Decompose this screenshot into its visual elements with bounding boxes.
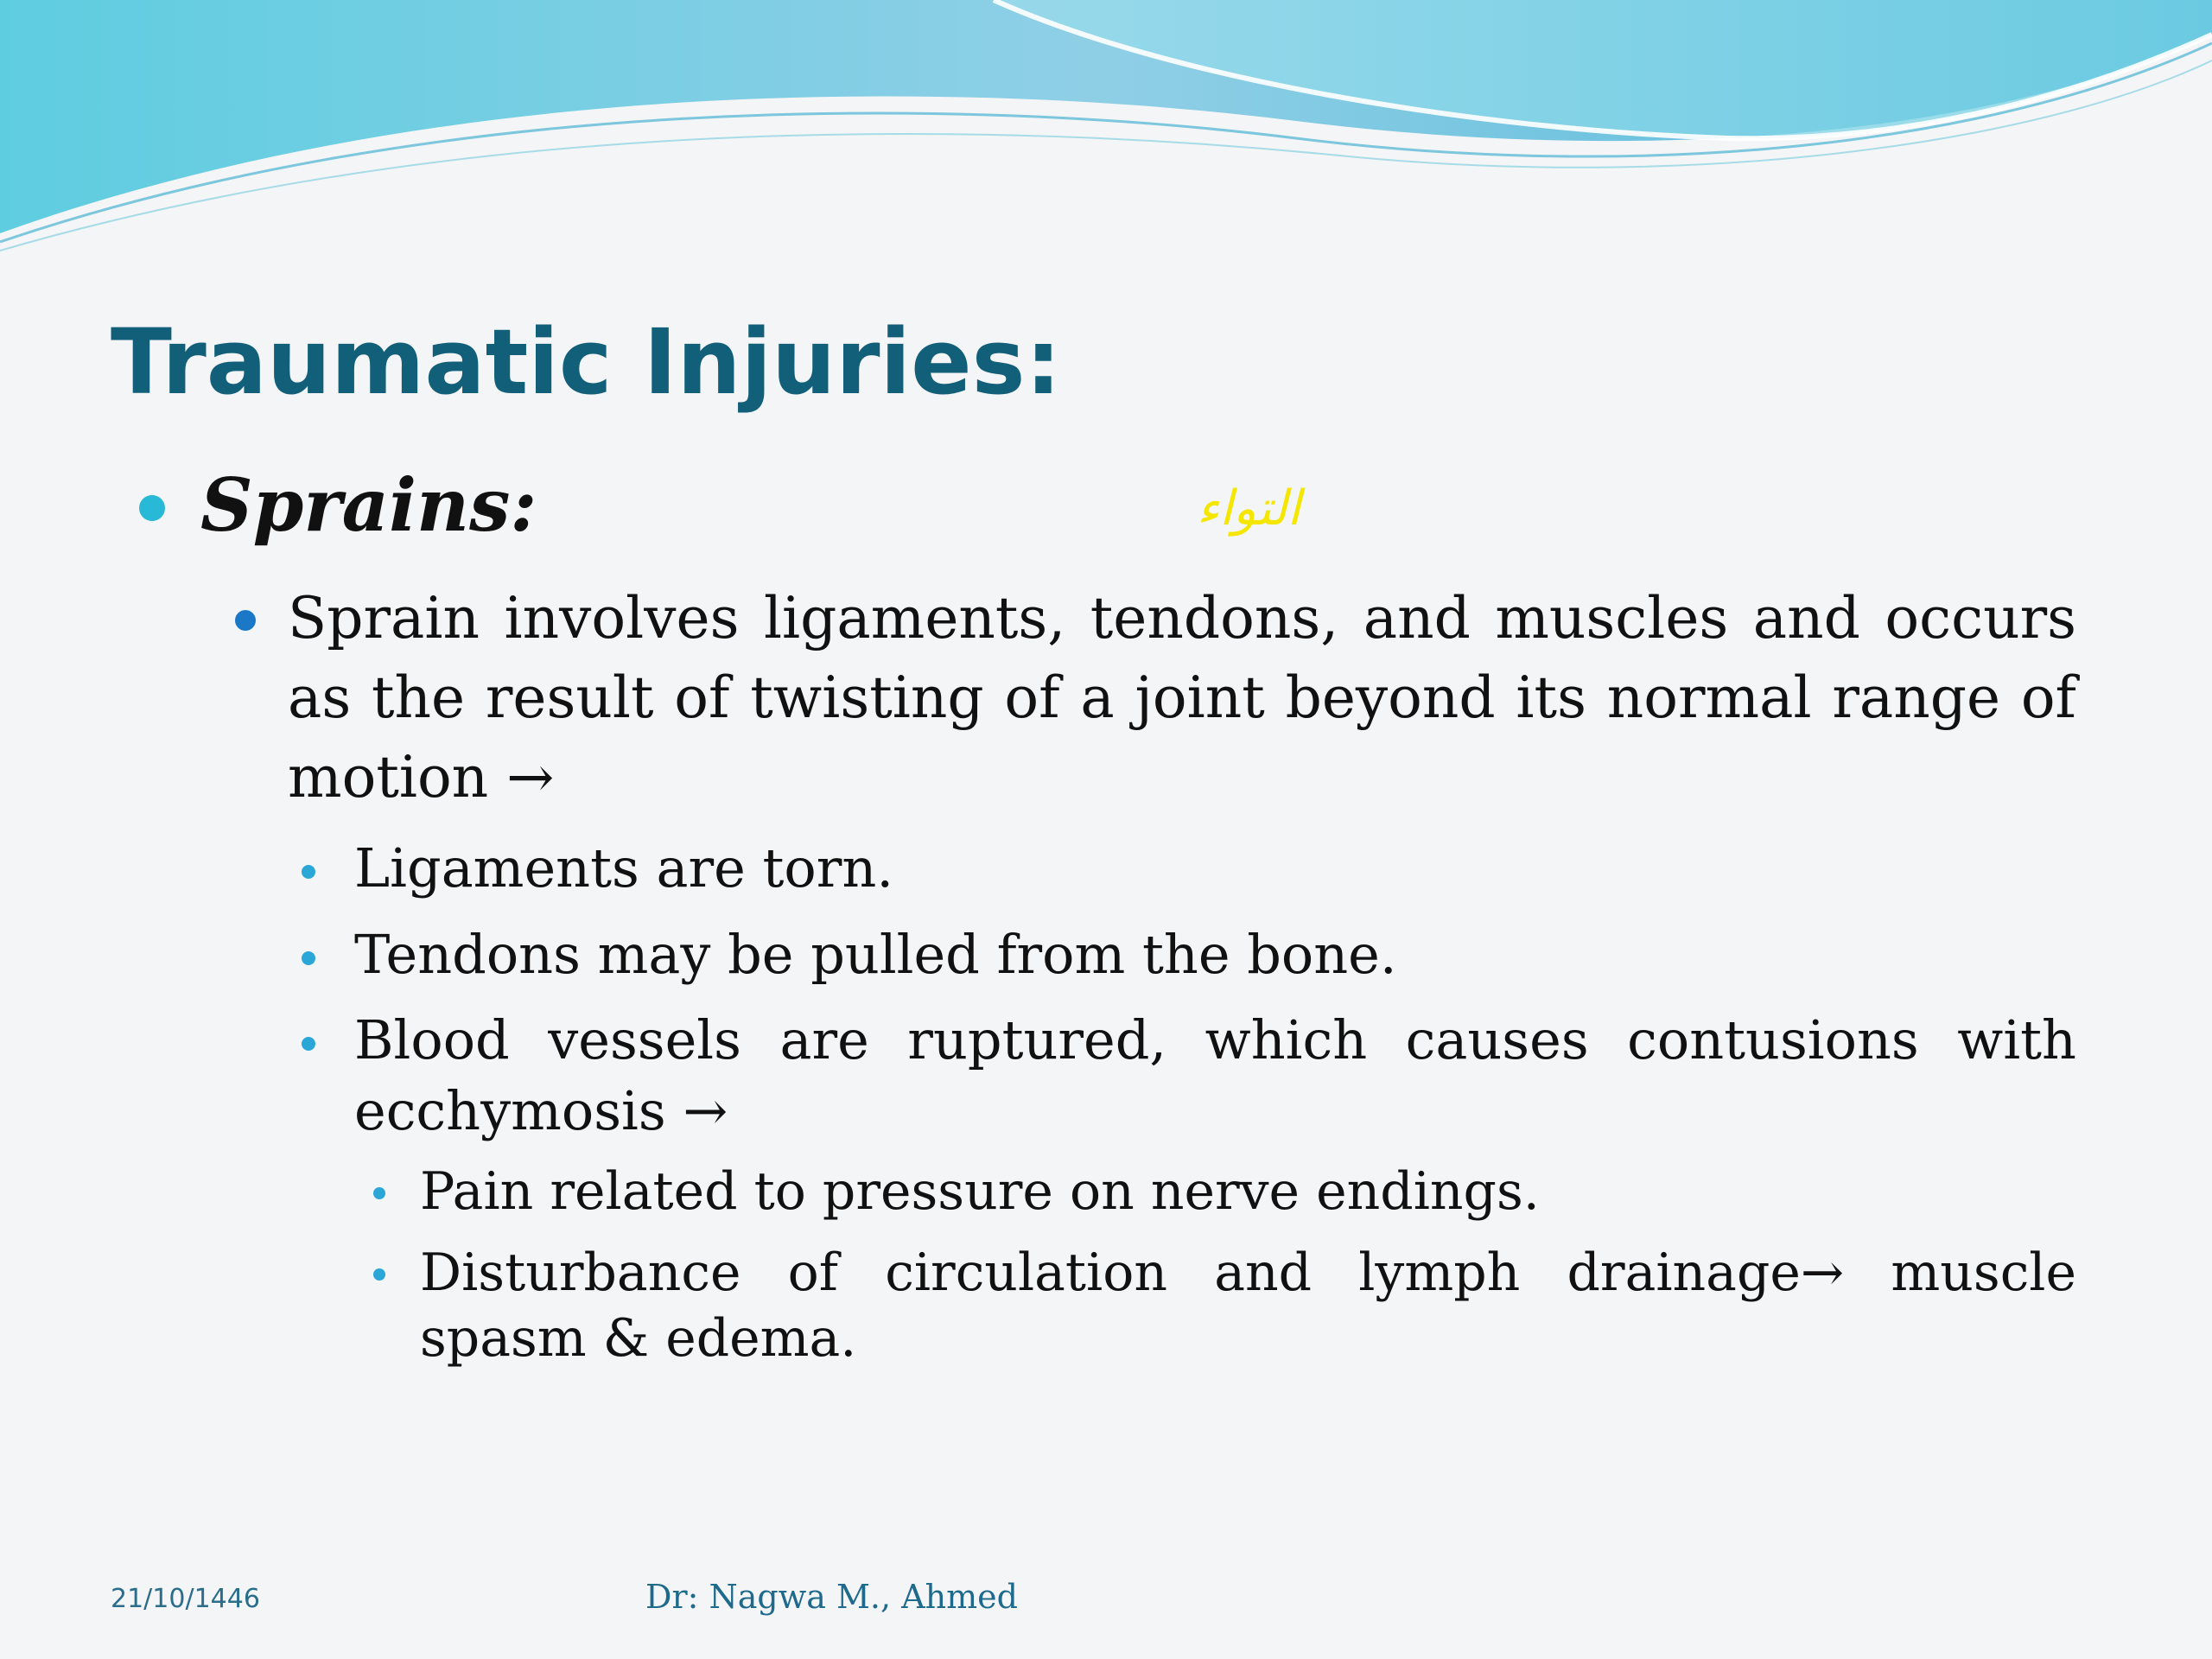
arabic-annotation: التواء (1196, 480, 1301, 537)
level4-bullet-icon (373, 1187, 385, 1199)
sub-point-1: Ligaments are torn. (354, 836, 894, 899)
nested-point-2: Disturbance of circulation and lymph drainage→ muscle spasm & edema. (420, 1243, 2076, 1369)
level2-bullet-icon (235, 610, 256, 631)
level3-bullet-icon (302, 1037, 315, 1051)
sub-point-2: Tendons may be pulled from the bone. (354, 923, 1397, 986)
level3-bullet-icon (302, 951, 315, 965)
slide-title: Traumatic Injuries: (111, 309, 1062, 415)
sprains-heading: Sprains: (200, 462, 537, 548)
main-point: Sprain involves ligaments, tendons, and muscles and occurs as the result of twisting of a joint beyond its normal range of motion → (288, 585, 2076, 810)
level3-bullet-icon (302, 865, 315, 879)
nested-point-1: Pain related to pressure on nerve endings. (420, 1161, 1540, 1222)
footer-date: 21/10/1446 (111, 1584, 260, 1614)
footer-author: Dr: Nagwa M., Ahmed (645, 1578, 1018, 1616)
sub-point-3: Blood vessels are ruptured, which causes contusions with ecchymosis → (354, 1008, 2076, 1142)
level1-bullet-icon (139, 495, 165, 521)
header-wave-decoration (0, 0, 2212, 259)
level4-bullet-icon (373, 1268, 385, 1281)
